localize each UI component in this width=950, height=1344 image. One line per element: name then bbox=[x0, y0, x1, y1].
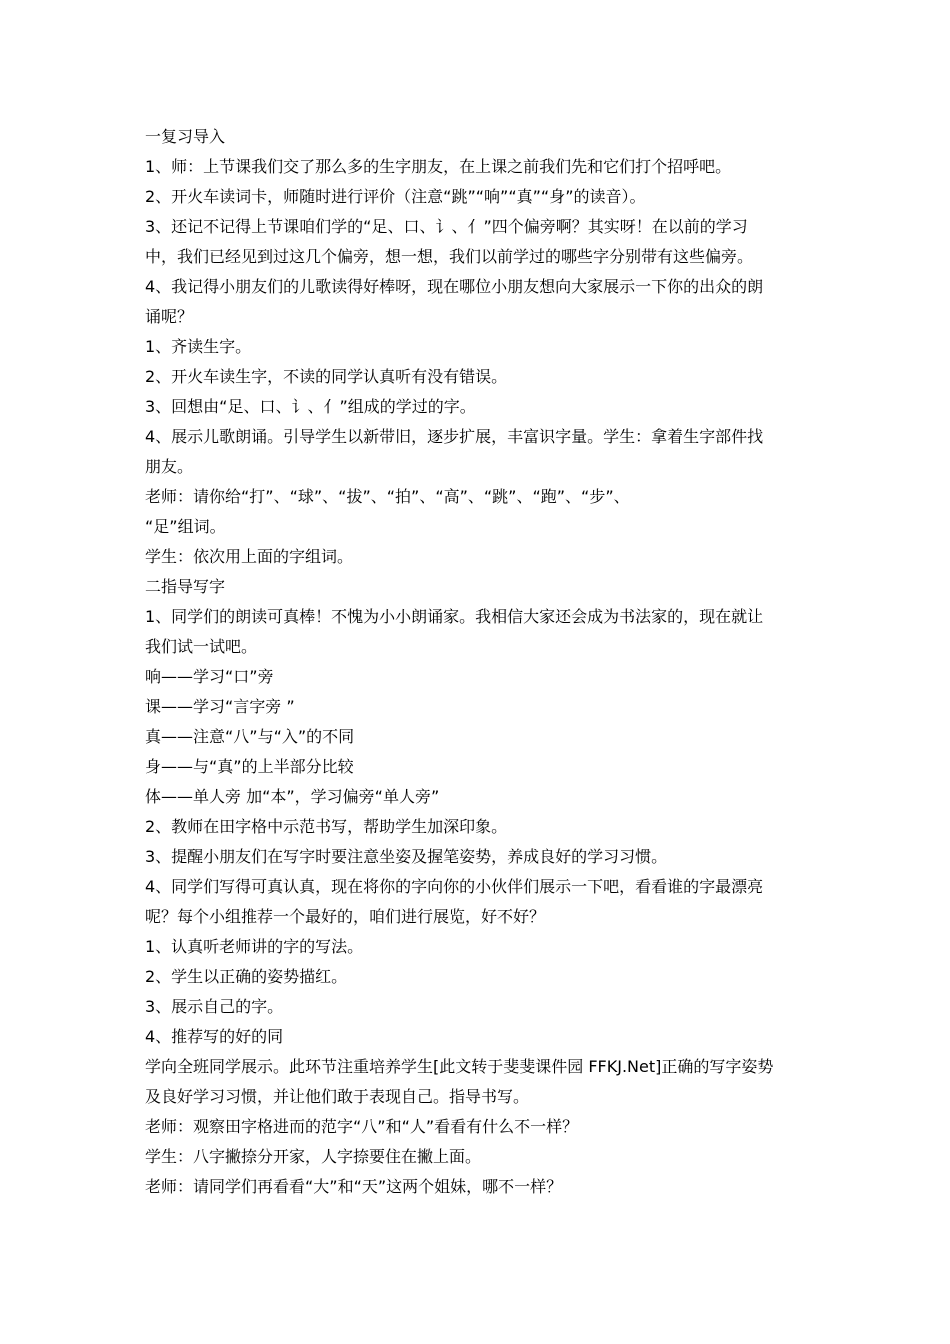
paragraph-line: 学生：八字撇捺分开家，人字捺要住在撇上面。 bbox=[145, 1147, 482, 1166]
paragraph-line: 2、教师在田字格中示范书写，帮助学生加深印象。 bbox=[145, 817, 508, 836]
paragraph-line: 身——与“真”的上半部分比较 bbox=[145, 757, 354, 776]
paragraph-line: 1、齐读生字。 bbox=[145, 337, 252, 356]
paragraph-line: 3、提醒小朋友们在写字时要注意坐姿及握笔姿势，养成良好的学习习惯。 bbox=[145, 847, 668, 866]
document-body bbox=[145, 122, 805, 1202]
section-heading-review: 一复习导入 bbox=[145, 127, 226, 146]
paragraph-line: 2、开火车读生字，不读的同学认真听有没有错误。 bbox=[145, 367, 508, 386]
paragraph-line: 2、学生以正确的姿势描红。 bbox=[145, 967, 348, 986]
paragraph-line: 1、师：上节课我们交了那么多的生字朋友，在上课之前我们先和它们打个招呼吧。 bbox=[145, 157, 732, 176]
paragraph-line: 响——学习“口”旁 bbox=[145, 667, 274, 686]
paragraph-line: 1、认真听老师讲的字的写法。 bbox=[145, 937, 364, 956]
paragraph-line: 中，我们已经见到过这几个偏旁，想一想，我们以前学过的哪些字分别带有这些偏旁。 bbox=[145, 247, 754, 266]
paragraph-line: 学生：依次用上面的字组词。 bbox=[145, 547, 354, 566]
paragraph-line: 真——注意“八”与“入”的不同 bbox=[145, 727, 355, 746]
paragraph-line: 课——学习“言字旁 ” bbox=[145, 697, 295, 716]
paragraph-line: 老师：观察田字格进而的范字“八”和“人”看看有什么不一样？ bbox=[145, 1117, 579, 1136]
paragraph-line: 诵呢？ bbox=[145, 307, 194, 326]
paragraph-line: 体——单人旁 加“本”，学习偏旁“单人旁” bbox=[145, 787, 440, 806]
paragraph-line: 及良好学习习惯，并让他们敢于表现自己。指导书写。 bbox=[145, 1087, 530, 1106]
paragraph-line: 3、展示自己的字。 bbox=[145, 997, 284, 1016]
paragraph-line: 我们试一试吧。 bbox=[145, 637, 258, 656]
paragraph-line: 3、回想由“足、口、讠、亻”组成的学过的字。 bbox=[145, 397, 476, 416]
paragraph-line: 呢？每个小组推荐一个最好的，咱们进行展览，好不好？ bbox=[145, 907, 546, 926]
paragraph-line: 4、展示儿歌朗诵。引导学生以新带旧，逐步扩展，丰富识字量。学生：拿着生字部件找 bbox=[145, 427, 764, 446]
paragraph-line: “足”组词。 bbox=[145, 517, 226, 536]
section-heading-writing: 二指导写字 bbox=[145, 577, 226, 596]
paragraph-line: 1、同学们的朗读可真棒！不愧为小小朗诵家。我相信大家还会成为书法家的，现在就让 bbox=[145, 607, 764, 626]
paragraph-line: 老师：请你给“打”、“球”、“拔”、“拍”、“高”、“跳”、“跑”、“步”、 bbox=[145, 487, 630, 506]
paragraph-line: 2、开火车读词卡，师随时进行评价（注意“跳”“响”“真”“身”的读音）。 bbox=[145, 187, 646, 206]
paragraph-line: 4、同学们写得可真认真，现在将你的字向你的小伙伴们展示一下吧，看看谁的字最漂亮 bbox=[145, 877, 764, 896]
paragraph-line: 老师：请同学们再看看“大”和“天”这两个姐妹，哪不一样？ bbox=[145, 1177, 563, 1196]
paragraph-line: 4、推荐写的好的同 bbox=[145, 1027, 284, 1046]
paragraph-line: 3、还记不记得上节课咱们学的“足、口、讠、亻”四个偏旁啊？其实呀！在以前的学习 bbox=[145, 217, 748, 236]
paragraph-line: 朋友。 bbox=[145, 457, 194, 476]
paragraph-line: 4、我记得小朋友们的儿歌读得好棒呀，现在哪位小朋友想向大家展示一下你的出众的朗 bbox=[145, 277, 764, 296]
paragraph-line: 学向全班同学展示。此环节注重培养学生[此文转于斐斐课件园 FFKJ.Net]正确的写字姿势 bbox=[145, 1057, 774, 1076]
